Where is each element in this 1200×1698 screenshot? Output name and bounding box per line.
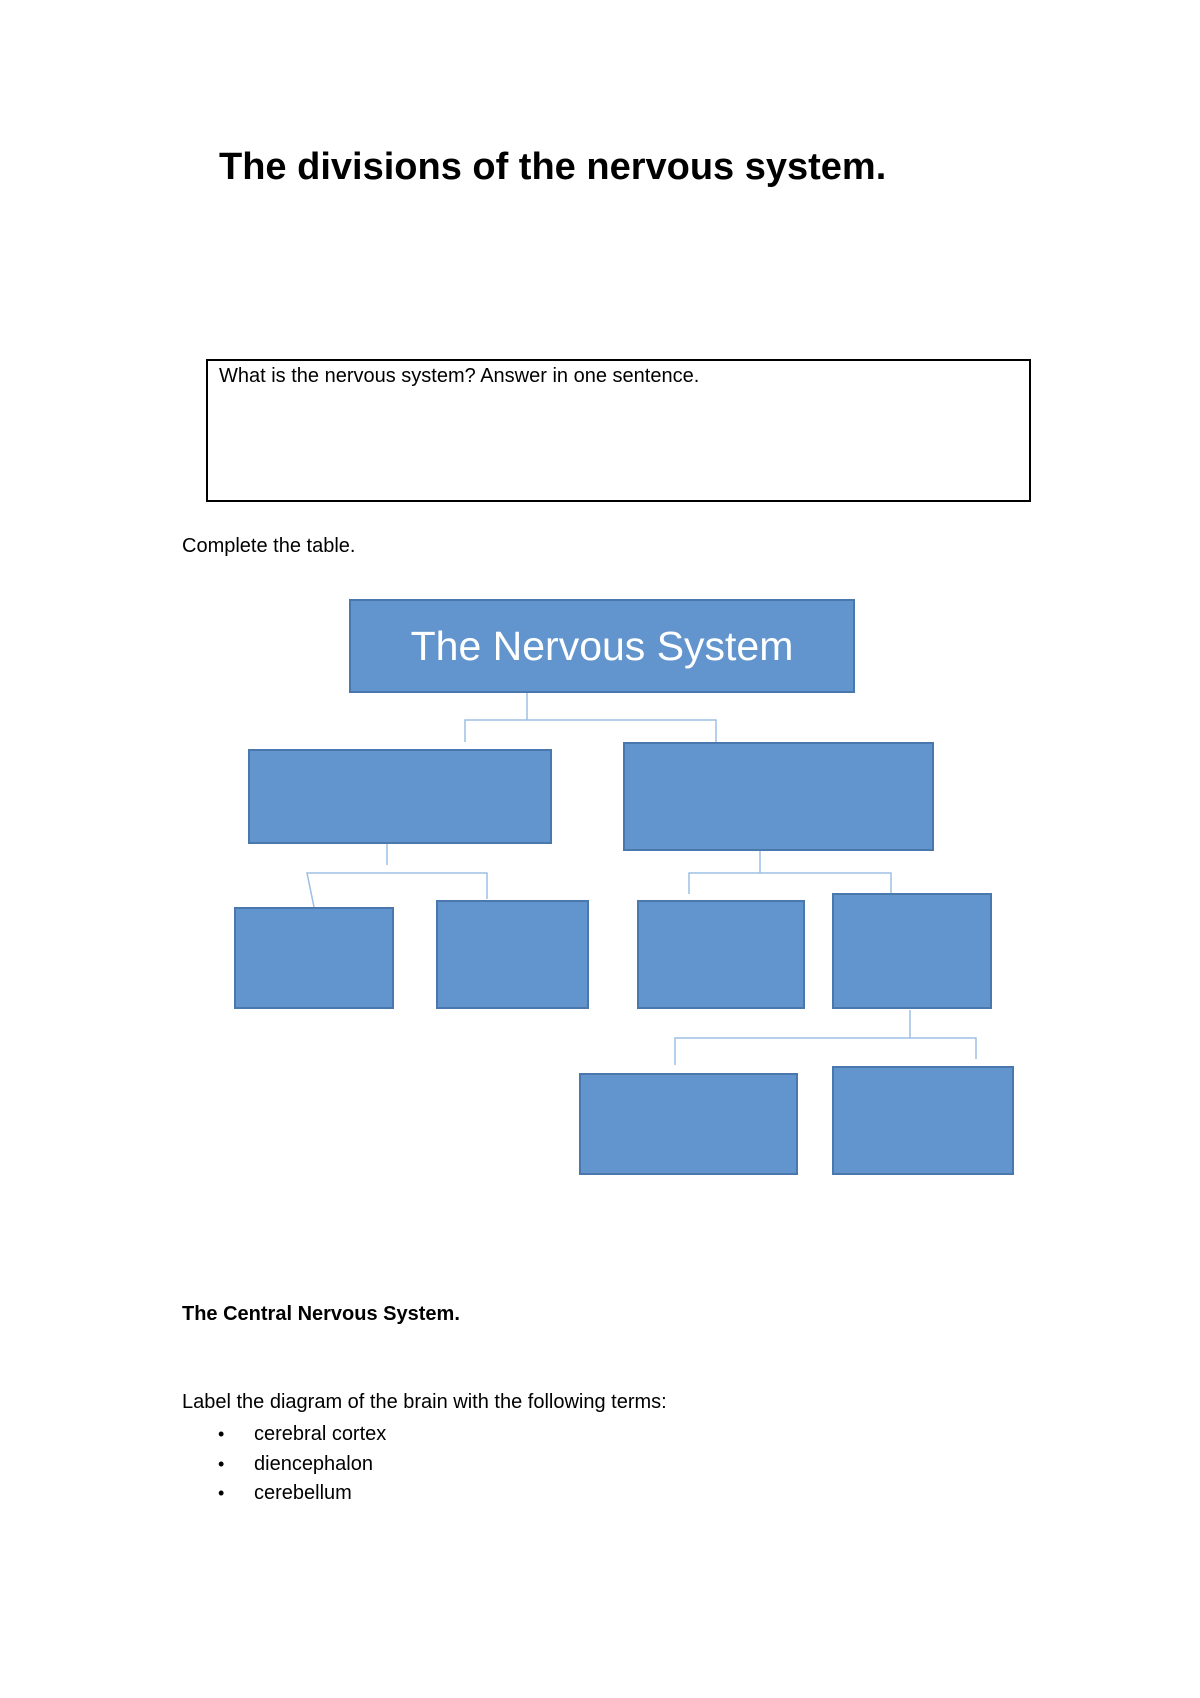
bullet-icon: •	[218, 1483, 225, 1503]
label-instruction: Label the diagram of the brain with the following terms:	[182, 1391, 667, 1413]
answer-prompt: What is the nervous system? Answer in one sentence.	[219, 365, 700, 387]
term-diencephalon: diencephalon	[254, 1452, 373, 1475]
term-cerebellum: cerebellum	[254, 1482, 352, 1504]
level1-left-box[interactable]	[248, 749, 552, 844]
table-instruction: Complete the table.	[182, 535, 356, 557]
level1-right-box[interactable]	[623, 742, 934, 851]
level2-box-2[interactable]	[436, 900, 589, 1009]
nervous-system-box	[349, 599, 855, 693]
term-list	[218, 1420, 386, 1509]
level2-box-4[interactable]	[832, 893, 992, 1009]
cns-heading: The Central Nervous System.	[182, 1303, 460, 1325]
level3-box-2[interactable]	[832, 1066, 1014, 1175]
connector-right-bar	[689, 873, 891, 894]
level2-box-1[interactable]	[234, 907, 394, 1009]
list-item	[218, 1420, 386, 1450]
nervous-system-label: The Nervous System	[410, 622, 794, 669]
list-item	[218, 1450, 386, 1480]
page-title: The divisions of the nervous system.	[219, 146, 887, 188]
term-cerebral-cortex: cerebral cortex	[254, 1423, 387, 1445]
level3-box-1[interactable]	[579, 1073, 798, 1175]
answer-box[interactable]	[206, 359, 1031, 502]
level2-box-3[interactable]	[637, 900, 805, 1009]
connector-root-bar	[465, 720, 716, 742]
list-item	[218, 1479, 386, 1509]
connector-grand-bar	[675, 1038, 976, 1065]
bullet-icon: •	[218, 1424, 225, 1444]
bullet-icon: •	[218, 1453, 225, 1474]
